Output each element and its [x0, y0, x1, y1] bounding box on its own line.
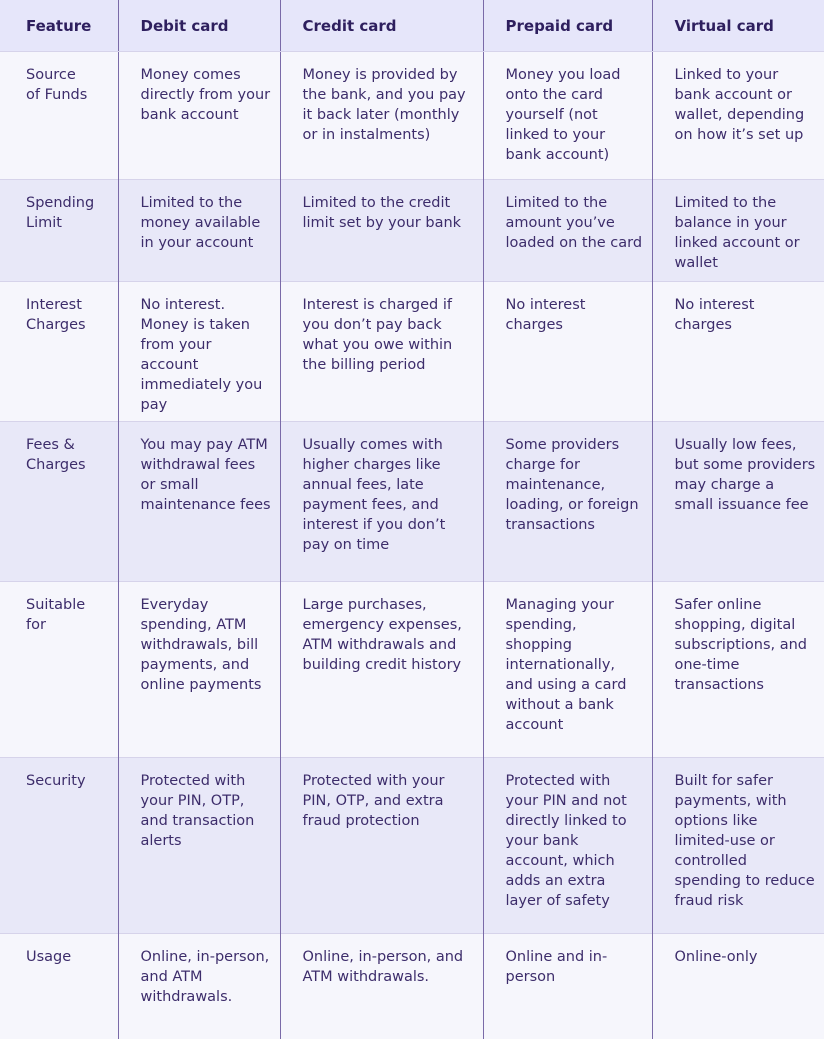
table-row: [0, 52, 824, 180]
prepaid-cell: Limited to the amount you’ve loaded on the card: [483, 180, 652, 282]
credit-cell: Large purchases, emergency expenses, ATM withdrawals and building credit history: [280, 582, 483, 758]
table-header: [0, 0, 824, 52]
credit-cell: Online, in-person, and ATM withdrawals.: [280, 934, 483, 1039]
debit-cell: Limited to the money available in your account: [118, 180, 280, 282]
virtual-cell: Linked to your bank account or wallet, depending on how it’s set up: [652, 52, 824, 180]
table-row: [0, 282, 824, 422]
feature-cell: Security: [0, 758, 118, 934]
credit-cell: Money is provided by the bank, and you pay it back later (monthly or in instalments): [280, 52, 483, 180]
virtual-cell: Safer online shopping, digital subscriptions, and one-time transactions: [652, 582, 824, 758]
virtual-cell: Limited to the balance in your linked account or wallet: [652, 180, 824, 282]
table-row: [0, 180, 824, 282]
table-row: [0, 758, 824, 934]
header-prepaid-card: Prepaid card: [483, 0, 652, 52]
feature-cell: Spending Limit: [0, 180, 118, 282]
virtual-cell: Usually low fees, but some providers may charge a small issuance fee: [652, 422, 824, 582]
prepaid-cell: Money you load onto the card yourself (not linked to your bank account): [483, 52, 652, 180]
feature-cell: Interest Charges: [0, 282, 118, 422]
prepaid-cell: Online and in-person: [483, 934, 652, 1039]
prepaid-cell: No interest charges: [483, 282, 652, 422]
table-body: [0, 52, 824, 1039]
virtual-cell: Online-only: [652, 934, 824, 1039]
credit-cell: Protected with your PIN, OTP, and extra fraud protection: [280, 758, 483, 934]
header-row: [0, 0, 824, 52]
table-row: [0, 934, 824, 1039]
header-virtual-card: Virtual card: [652, 0, 824, 52]
prepaid-cell: Protected with your PIN and not directly linked to your bank account, which adds an extra layer of safety: [483, 758, 652, 934]
virtual-cell: Built for safer payments, with options like limited-use or controlled spending to reduce fraud risk: [652, 758, 824, 934]
credit-cell: Interest is charged if you don’t pay back what you owe within the billing period: [280, 282, 483, 422]
prepaid-cell: Some providers charge for maintenance, loading, or foreign transactions: [483, 422, 652, 582]
debit-cell: Money comes directly from your bank account: [118, 52, 280, 180]
debit-cell: You may pay ATM withdrawal fees or small maintenance fees: [118, 422, 280, 582]
debit-cell: No interest. Money is taken from your account immediately you pay: [118, 282, 280, 422]
feature-cell: Suitable for: [0, 582, 118, 758]
feature-cell: Source of Funds: [0, 52, 118, 180]
header-debit-card: Debit card: [118, 0, 280, 52]
virtual-cell: No interest charges: [652, 282, 824, 422]
debit-cell: Everyday spending, ATM withdrawals, bill payments, and online payments: [118, 582, 280, 758]
table-row: [0, 422, 824, 582]
prepaid-cell: Managing your spending, shopping internationally, and using a card without a bank account: [483, 582, 652, 758]
header-credit-card: Credit card: [280, 0, 483, 52]
debit-cell: Protected with your PIN, OTP, and transaction alerts: [118, 758, 280, 934]
table-row: [0, 582, 824, 758]
header-feature: Feature: [0, 0, 118, 52]
credit-cell: Usually comes with higher charges like annual fees, late payment fees, and interest if you don’t pay on time: [280, 422, 483, 582]
feature-cell: Fees & Charges: [0, 422, 118, 582]
feature-cell: Usage: [0, 934, 118, 1039]
debit-cell: Online, in-person, and ATM withdrawals.: [118, 934, 280, 1039]
credit-cell: Limited to the credit limit set by your bank: [280, 180, 483, 282]
